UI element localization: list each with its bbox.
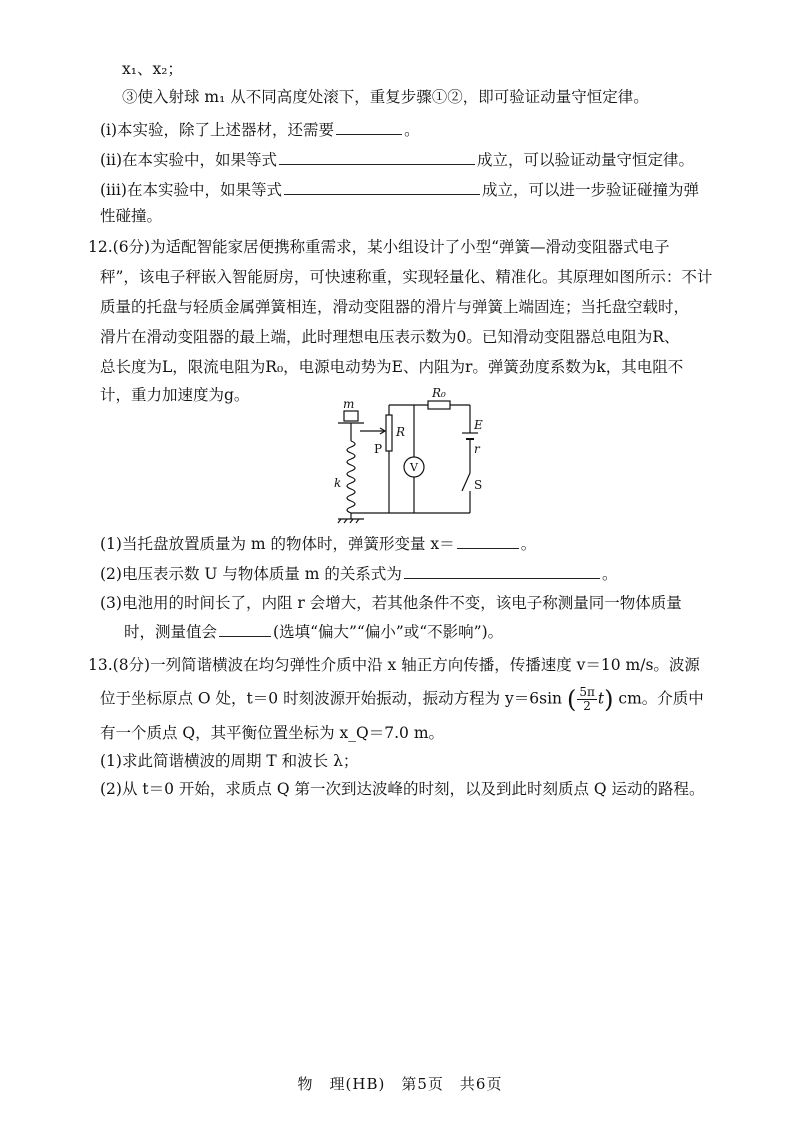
answer-blank-elastic-equation[interactable] xyxy=(284,178,480,195)
switch-blade xyxy=(462,473,470,491)
q12-sub-3-suffix: (选填“偏大”“偏小”或“不影响”)。 xyxy=(273,623,504,641)
answer-blank-deformation[interactable] xyxy=(457,532,519,549)
fraction-denominator: 2 xyxy=(583,699,591,713)
q11-part-3-label: (ⅲ)在本实验中，如果等式 xyxy=(100,181,282,199)
q11-part-3-suffix: 成立，可以进一步验证碰撞为弹 xyxy=(481,181,699,199)
label-m: m xyxy=(343,397,355,411)
page-footer: 物 理(HB) 第5页 共6页 xyxy=(297,1075,503,1093)
label-k: k xyxy=(334,476,342,490)
q12-sub-3: (3)电池用的时间长了，内阻 r 会增大，若其他条件不变，该电子称测量同一物体质量 xyxy=(100,594,682,612)
answer-blank-momentum-equation[interactable] xyxy=(279,148,475,165)
q12-sub-2 xyxy=(100,562,617,585)
q12-sub-2-suffix: 。 xyxy=(601,565,618,583)
q11-part-1-label: (ⅰ)本实验，除了上述器材，还需要 xyxy=(100,121,335,139)
q13-line-1: 13.(8分)一列简谐横波在均匀弹性介质中沿 x 轴正方向传播，传播速度 v＝10 m/s。波源 xyxy=(88,656,700,674)
q13-line-3: 有一个质点 Q，其平衡位置坐标为 x_Q＝7.0 m。 xyxy=(100,724,445,742)
label-E: E xyxy=(474,418,483,432)
q12-line-2: 秤”，该电子秤嵌入智能厨房，可快速称重，实现轻量化、精准化。其原理如图所示：不计 xyxy=(100,268,713,286)
q12-sub-1-suffix: 。 xyxy=(520,535,537,553)
q12-sub-3-continued xyxy=(124,620,503,643)
q12-line-1: 12.(6分)为适配智能家居便携称重需求，某小组设计了小型“弹簧—滑动变阻器式电子 xyxy=(88,238,670,256)
q13-line-2-post: cm。介质中 xyxy=(618,689,704,708)
answer-blank-equipment[interactable] xyxy=(336,118,402,135)
q12-sub-1-label: (1)当托盘放置质量为 m 的物体时，弹簧形变量 x＝ xyxy=(100,535,455,553)
mass-block xyxy=(344,411,358,421)
q12-sub-2-label: (2)电压表示数 U 与物体质量 m 的关系式为 xyxy=(100,565,402,583)
q13-line-2 xyxy=(100,686,704,713)
q12-line-3: 质量的托盘与轻质金属弹簧相连，滑动变阻器的滑片与弹簧上端固连；当托盘空载时， xyxy=(100,298,690,316)
spring xyxy=(347,441,355,513)
rheostat-resistor xyxy=(386,415,392,451)
circuit-diagram xyxy=(330,386,490,525)
label-R: R xyxy=(396,425,406,439)
q12-line-6: 计，重力加速度为g。 xyxy=(100,386,250,404)
q12-line-5: 总长度为L，限流电阻为R₀，电源电动势为E、内阻为r。弹簧劲度系数为k，其电阻不 xyxy=(100,358,684,376)
variables-fragment: x₁、x₂； xyxy=(122,60,183,78)
fraction-numerator: 5π xyxy=(579,685,595,699)
q13-sub-1: (1)求此简谐横波的周期 T 和波长 λ； xyxy=(100,752,359,770)
q11-part-3-continued: 性碰撞。 xyxy=(100,207,163,225)
fraction-variable: t xyxy=(597,689,605,708)
label-r: r xyxy=(474,442,480,456)
q13-line-2-pre: 位于坐标原点 O 处，t＝0 时刻波源开始振动，振动方程为 y＝6sin xyxy=(100,689,563,708)
q12-sub-3-label: 时，测量值会 xyxy=(124,623,218,641)
label-S: S xyxy=(474,478,483,492)
label-R0: R₀ xyxy=(432,386,446,400)
q11-part-3 xyxy=(100,178,699,201)
right-paren: ) xyxy=(604,685,614,714)
resistor-r0 xyxy=(428,401,450,409)
answer-blank-voltage-relation[interactable] xyxy=(404,562,600,579)
answer-blank-measurement-effect[interactable] xyxy=(219,620,271,637)
fraction xyxy=(577,686,597,713)
q11-part-1 xyxy=(100,118,420,141)
q11-part-2-suffix: 成立，可以验证动量守恒定律。 xyxy=(477,151,695,169)
q11-part-1-suffix: 。 xyxy=(404,121,420,139)
q12-line-4: 滑片在滑动变阻器的最上端，此时理想电压表示数为0。已知滑动变阻器总电阻为R、 xyxy=(100,328,680,346)
step-3-text: ③使入射球 m₁ 从不同高度处滚下，重复步骤①②，即可验证动量守恒定律。 xyxy=(122,88,649,106)
q11-part-2 xyxy=(100,148,694,171)
q11-part-2-label: (ⅱ)在本实验中，如果等式 xyxy=(100,151,278,169)
left-paren: ( xyxy=(566,685,577,714)
q12-sub-1 xyxy=(100,532,536,555)
label-P: P xyxy=(374,442,383,456)
label-V: V xyxy=(410,461,418,474)
q13-sub-2: (2)从 t＝0 开始，求质点 Q 第一次到达波峰的时刻，以及到此时刻质点 Q 运动的路程。 xyxy=(100,780,705,798)
